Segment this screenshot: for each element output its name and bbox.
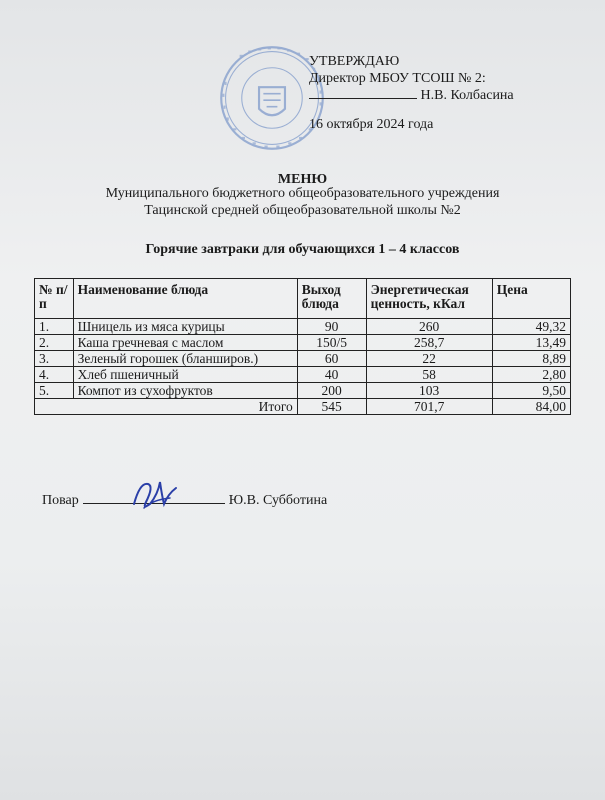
row-name: Хлеб пшеничный xyxy=(73,367,297,383)
row-output: 200 xyxy=(297,383,366,399)
row-output: 40 xyxy=(297,367,366,383)
row-output: 150/5 xyxy=(297,335,366,351)
organization-line-2: Тацинской средней общеобразовательной школы №2 xyxy=(144,203,461,218)
total-energy: 701,7 xyxy=(366,399,492,415)
row-output: 90 xyxy=(297,319,366,335)
row-num: 1. xyxy=(35,319,74,335)
table-row xyxy=(35,351,571,367)
approval-date: 16 октября 2024 года xyxy=(309,116,434,132)
row-energy: 22 xyxy=(366,351,492,367)
approval-title: УТВЕРЖДАЮ xyxy=(309,54,400,69)
table-row xyxy=(35,383,571,399)
cook-signature-block xyxy=(42,491,327,509)
header-energy: Энергетическая ценность, кКал xyxy=(366,279,492,319)
table-total-row xyxy=(35,399,571,415)
row-num: 4. xyxy=(35,367,74,383)
row-num: 2. xyxy=(35,335,74,351)
row-energy: 103 xyxy=(366,383,492,399)
document-title: МЕНЮ xyxy=(277,172,328,187)
row-price: 13,49 xyxy=(492,335,570,351)
approval-signature-row xyxy=(309,87,514,105)
header-name: Наименование блюда xyxy=(73,279,297,319)
approval-block xyxy=(309,54,514,133)
cook-name: Ю.В. Субботина xyxy=(228,493,328,508)
organization-line-1: Муниципального бюджетного общеобразовательного учреждения xyxy=(105,186,500,201)
approval-signer: Н.В. Колбасина xyxy=(420,88,514,103)
menu-table xyxy=(34,278,571,415)
row-energy: 260 xyxy=(366,319,492,335)
table-row xyxy=(35,367,571,383)
row-output: 60 xyxy=(297,351,366,367)
total-label: Итого xyxy=(35,399,298,415)
row-name: Компот из сухофруктов xyxy=(73,383,297,399)
row-price: 9,50 xyxy=(492,383,570,399)
table-row xyxy=(35,335,571,351)
row-name: Шницель из мяса курицы xyxy=(73,319,297,335)
handwritten-signature xyxy=(130,474,182,514)
row-energy: 58 xyxy=(366,367,492,383)
header-num: № п/п xyxy=(35,279,74,319)
header-output: Выход блюда xyxy=(297,279,366,319)
row-price: 49,32 xyxy=(492,319,570,335)
row-num: 5. xyxy=(35,383,74,399)
row-name: Каша гречневая с маслом xyxy=(73,335,297,351)
header-price: Цена xyxy=(492,279,570,319)
cook-label: Повар xyxy=(42,493,79,508)
table-header-row xyxy=(35,279,571,319)
row-price: 2,80 xyxy=(492,367,570,383)
document-subtitle: Горячие завтраки для обучающихся 1 – 4 классов xyxy=(145,242,460,257)
row-price: 8,89 xyxy=(492,351,570,367)
row-num: 3. xyxy=(35,351,74,367)
table-row xyxy=(35,319,571,335)
signature-line xyxy=(309,87,417,99)
row-energy: 258,7 xyxy=(366,335,492,351)
total-output: 545 xyxy=(297,399,366,415)
total-price: 84,00 xyxy=(492,399,570,415)
approval-position: Директор МБОУ ТСОШ № 2: xyxy=(309,70,486,86)
row-name: Зеленый горошек (бланширов.) xyxy=(73,351,297,367)
